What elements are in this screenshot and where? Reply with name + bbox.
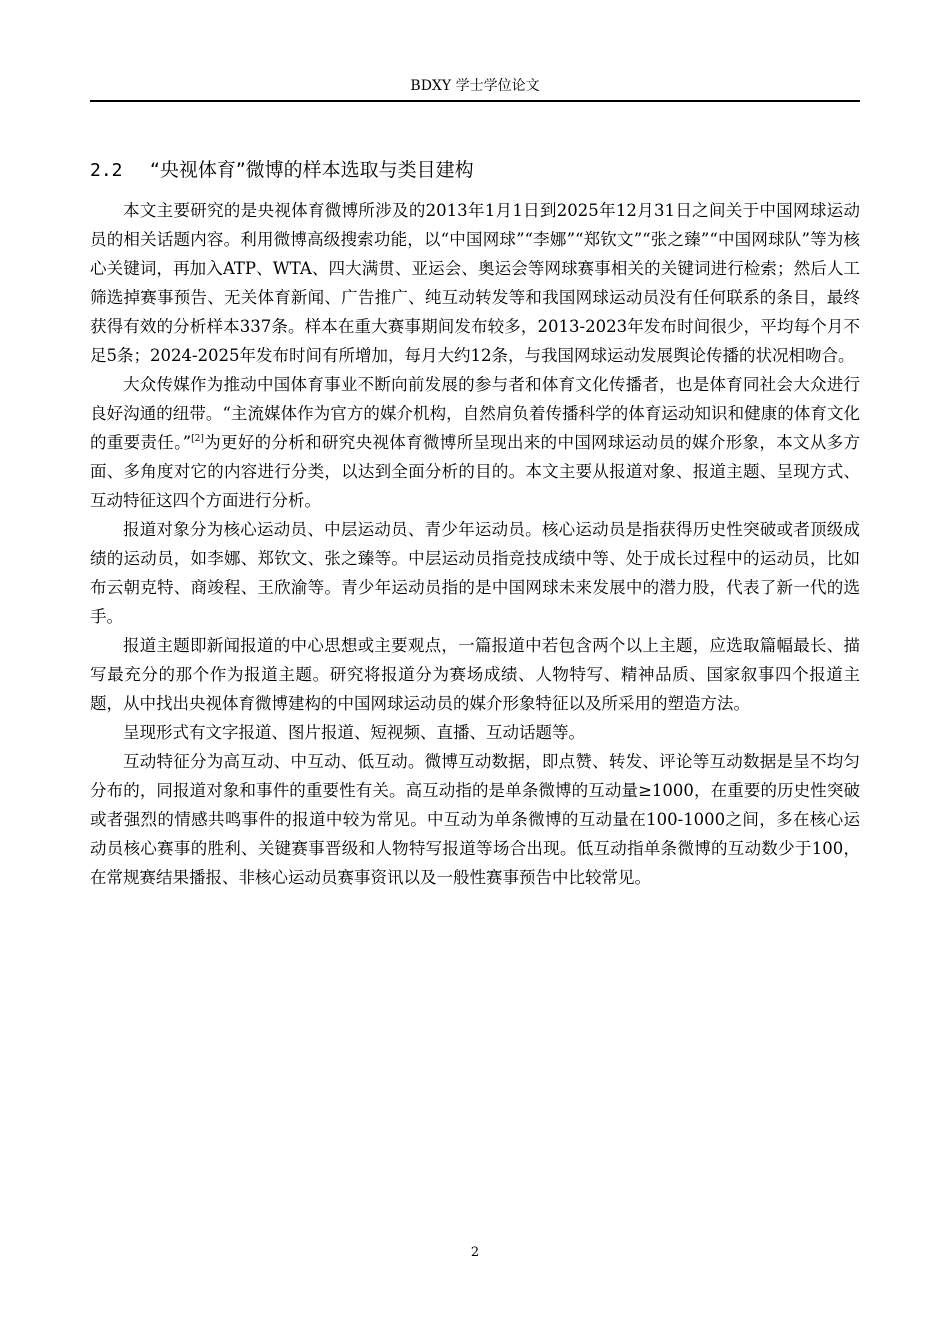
paragraph-interaction-features: 互动特征分为高互动、中互动、低互动。微博互动数据，即点赞、转发、评论等互动数据是呈不均匀分布的，同报道对象和事件的重要性有关。高互动指的是单条微博的互动量≥1000，在重要的历史性突破或者强烈的情感共鸣事件的报道中较为常见。中互动为单条微博的互动量在100-1000之间，多在核心运动员核心赛事的胜利、关键赛事晋级和人物特写报道等场合出现。低互动指单条微博的互动数少于100，在常规赛结果播报、非核心运动员赛事资讯以及一般性赛事预告中比较常见。: [90, 752, 860, 887]
section-title: “央视体育”微博的样本选取与类目建构: [150, 159, 474, 181]
citation-ref: [2]: [191, 434, 204, 444]
paragraph-sample-selection: 本文主要研究的是央视体育微博所涉及的2013年1月1日到2025年12月31日之间关于中国网球运动员的相关话题内容。利用微博高级搜索功能，以“中国网球”“李娜”“郑钦文”“张之臻”“中国网球队”等为核心关键词，再加入ATP、WTA、四大满贯、亚运会、奥运会等网球赛事相关的关键词进行检索；然后人工筛选掉赛事预告、无关体育新闻、广告推广、纯互动转发等和我国网球运动员没有任何联系的条目，最终获得有效的分析样本337条。样本在重大赛事期间发布较多，2013-2023年发布时间很少，平均每个月不足5条；2024-2025年发布时间有所增加，每月大约12条，与我国网球运动发展舆论传播的状况相吻合。: [90, 201, 860, 365]
section-number: 2.2: [90, 160, 123, 181]
paragraph-report-subjects: 报道对象分为核心运动员、中层运动员、青少年运动员。核心运动员是指获得历史性突破或者顶级成绩的运动员，如李娜、郑钦文、张之臻等。中层运动员指竞技成绩中等、处于成长过程中的运动员，比如布云朝克特、商竣程、王欣渝等。青少年运动员指的是中国网球未来发展中的潜力股，代表了新一代的选手。: [90, 520, 860, 626]
running-header: BDXY 学士学位论文: [410, 78, 540, 94]
paragraph-mass-media: [90, 370, 860, 515]
page-number: 2: [470, 1245, 480, 1260]
paragraph-report-themes: 报道主题即新闻报道的中心思想或主要观点，一篇报道中若包含两个以上主题，应选取篇幅最长、描写最充分的那个作为报道主题。研究将报道分为赛场成绩、人物特写、精神品质、国家叙事四个报道主题，从中找出央视体育微博建构的中国网球运动员的媒介形象特征以及所采用的塑造方法。: [90, 636, 860, 713]
header-rule: [90, 100, 860, 102]
paragraph-presentation-forms: 呈现形式有文字报道、图片报道、短视频、直播、互动话题等。: [123, 723, 585, 742]
section-heading: [90, 155, 860, 186]
body-text: [90, 196, 860, 892]
paragraph-text: 大众传媒作为推动中国体育事业不断向前发展的参与者和体育文化传播者，也是体育同社会大众进行良好沟通的纽带。“主流媒体作为官方的媒介机构，自然肩负着传播科学的体育运动知识和健康的体育文化的重要责任。”: [90, 375, 860, 452]
paragraph-text: 为更好的分析和研究央视体育微博所呈现出来的中国网球运动员的媒介形象，本文从多方面、多角度对它的内容进行分类，以达到全面分析的目的。本文主要从报道对象、报道主题、呈现方式、互动特征这四个方面进行分析。: [90, 433, 861, 510]
